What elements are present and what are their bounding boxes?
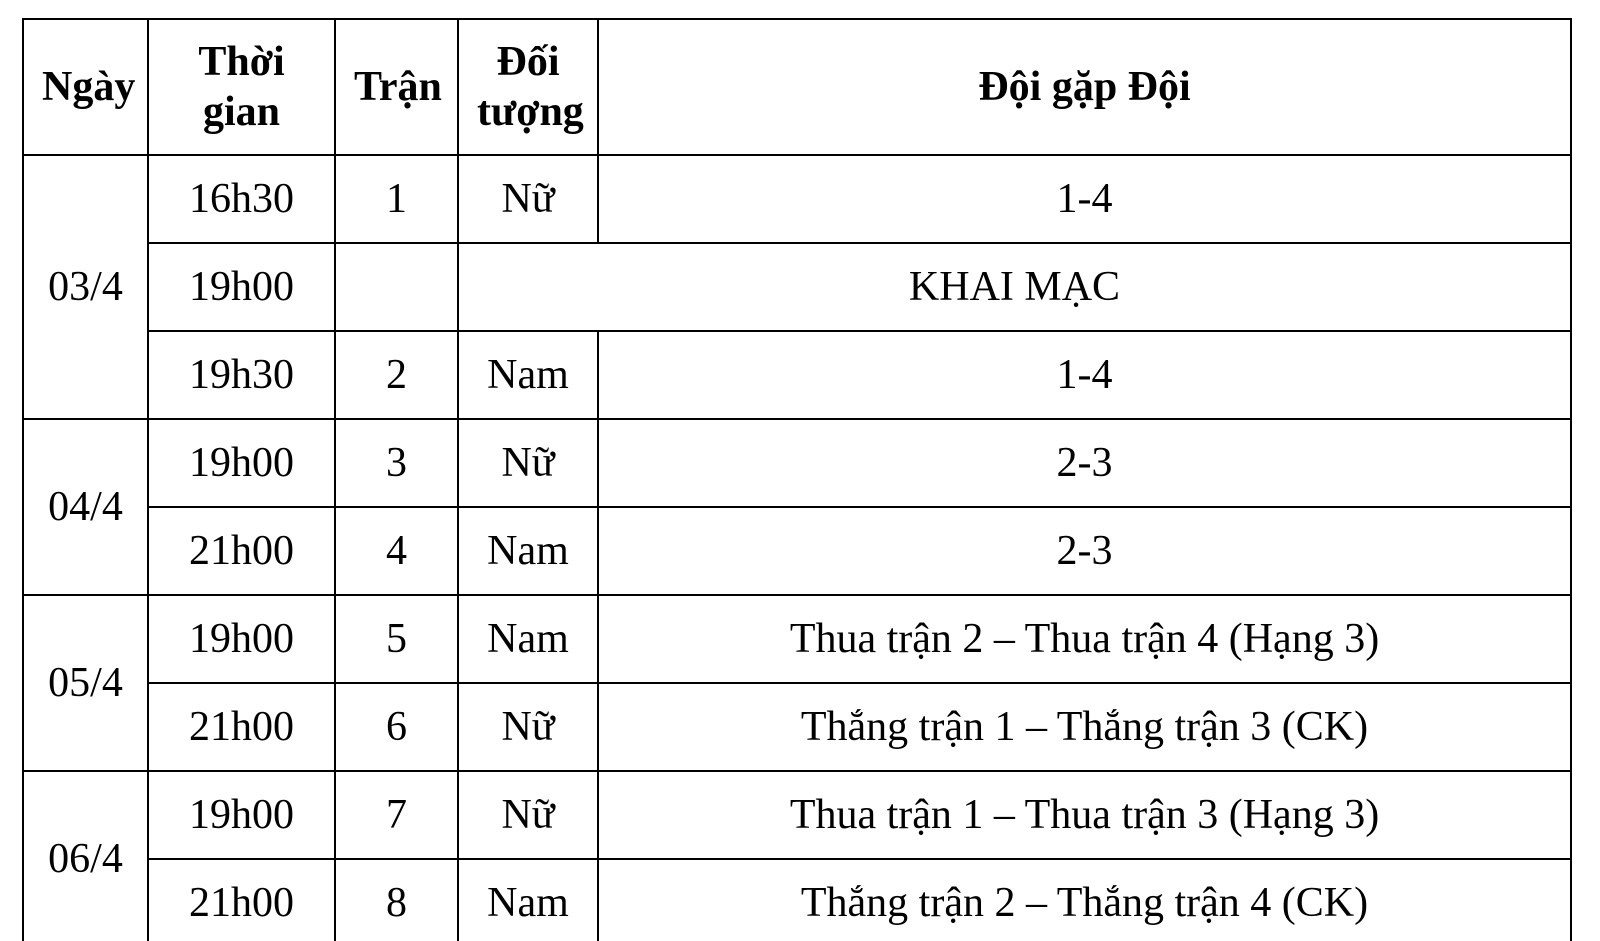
time-cell: 21h00 xyxy=(148,683,335,771)
match-cell xyxy=(335,243,458,331)
teams-cell: Thua trận 2 – Thua trận 4 (Hạng 3) xyxy=(598,595,1571,683)
category-cell: Nữ xyxy=(458,155,598,243)
match-cell: 1 xyxy=(335,155,458,243)
time-cell: 21h00 xyxy=(148,507,335,595)
category-cell: Nam xyxy=(458,595,598,683)
header-teams: Đội gặp Đội xyxy=(598,19,1571,155)
time-cell: 19h00 xyxy=(148,243,335,331)
category-cell: Nữ xyxy=(458,771,598,859)
teams-cell: 1-4 xyxy=(598,331,1571,419)
teams-cell: Thua trận 1 – Thua trận 3 (Hạng 3) xyxy=(598,771,1571,859)
header-date: Ngày xyxy=(23,19,148,155)
time-cell: 19h00 xyxy=(148,771,335,859)
time-cell: 19h00 xyxy=(148,595,335,683)
match-cell: 5 xyxy=(335,595,458,683)
match-cell: 8 xyxy=(335,859,458,941)
time-cell: 19h30 xyxy=(148,331,335,419)
category-cell: Nữ xyxy=(458,683,598,771)
match-cell: 7 xyxy=(335,771,458,859)
time-cell: 19h00 xyxy=(148,419,335,507)
teams-cell: 2-3 xyxy=(598,419,1571,507)
time-cell: 21h00 xyxy=(148,859,335,941)
table-row xyxy=(23,155,1571,243)
category-cell: Nữ xyxy=(458,419,598,507)
teams-cell: Thắng trận 1 – Thắng trận 3 (CK) xyxy=(598,683,1571,771)
category-cell: Nam xyxy=(458,859,598,941)
date-cell: 04/4 xyxy=(23,419,148,595)
match-cell: 6 xyxy=(335,683,458,771)
teams-cell: Thắng trận 2 – Thắng trận 4 (CK) xyxy=(598,859,1571,941)
table-row xyxy=(23,595,1571,683)
date-cell: 03/4 xyxy=(23,155,148,419)
date-cell: 06/4 xyxy=(23,771,148,941)
table-row xyxy=(23,507,1571,595)
teams-cell: 1-4 xyxy=(598,155,1571,243)
teams-cell: 2-3 xyxy=(598,507,1571,595)
category-cell: Nam xyxy=(458,507,598,595)
table-row xyxy=(23,859,1571,941)
table-row xyxy=(23,331,1571,419)
header-row xyxy=(23,19,1571,155)
table-row xyxy=(23,419,1571,507)
header-time: Thời gian xyxy=(148,19,335,155)
match-cell: 4 xyxy=(335,507,458,595)
date-cell: 05/4 xyxy=(23,595,148,771)
header-category: Đối tượng xyxy=(458,19,598,155)
header-match: Trận xyxy=(335,19,458,155)
event-cell: KHAI MẠC xyxy=(458,243,1571,331)
time-cell: 16h30 xyxy=(148,155,335,243)
category-cell: Nam xyxy=(458,331,598,419)
schedule-table xyxy=(22,18,1572,941)
match-cell: 2 xyxy=(335,331,458,419)
table-row xyxy=(23,683,1571,771)
match-cell: 3 xyxy=(335,419,458,507)
table-row xyxy=(23,243,1571,331)
table-row xyxy=(23,771,1571,859)
